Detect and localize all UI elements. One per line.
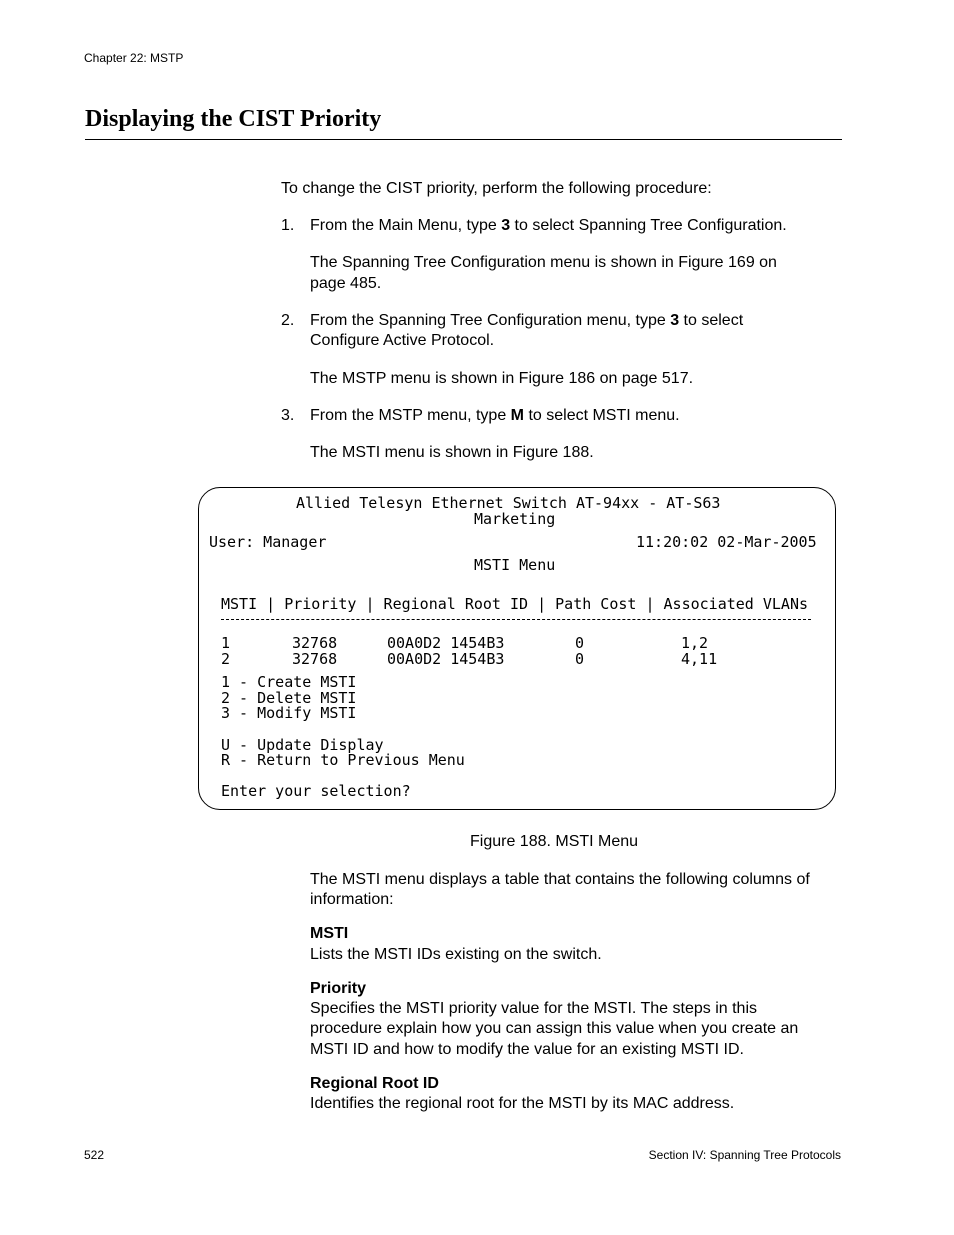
- running-header: Chapter 22: MSTP: [84, 51, 184, 65]
- row-path-cost: 0: [575, 634, 585, 652]
- title-rule: [85, 139, 842, 140]
- intro-text: To change the CIST priority, perform the following procedure:: [281, 180, 712, 197]
- row-root-id: 00A0D2 1454B3: [387, 650, 505, 668]
- terminal-location: Marketing: [474, 510, 556, 528]
- step-text-after: to select: [679, 312, 744, 329]
- row-vlans: 1,2: [681, 634, 709, 652]
- page-number: 522: [84, 1148, 105, 1162]
- description-line-1: The MSTI menu displays a table that contains the following columns of: [310, 871, 810, 888]
- term-description: Identifies the regional root for the MSTI by its MAC address.: [310, 1095, 735, 1112]
- term-heading: Priority: [310, 980, 367, 997]
- step-number: 1.: [281, 217, 295, 234]
- step-1: [281, 216, 841, 236]
- step-2: [281, 311, 841, 353]
- term-description: Specifies the MSTI priority value for the MSTI. The steps in this: [310, 1000, 757, 1017]
- step-1-note-line-1: The Spanning Tree Configuration menu is shown in Figure 169 on: [310, 254, 777, 271]
- terminal-option-return[interactable]: R - Return to Previous Menu: [221, 751, 465, 769]
- step-text-before: From the MSTP menu, type: [310, 407, 511, 424]
- step-key: 3: [670, 312, 680, 329]
- step-text-before: From the Main Menu, type: [310, 217, 502, 234]
- step-3-note: The MSTI menu is shown in Figure 188.: [310, 444, 594, 461]
- section-title: Displaying the CIST Priority: [85, 106, 382, 132]
- row-vlans: 4,11: [681, 650, 718, 668]
- row-msti: 1: [221, 634, 231, 652]
- footer-section: Section IV: Spanning Tree Protocols: [648, 1148, 841, 1162]
- term-description: Lists the MSTI IDs existing on the switch.: [310, 946, 602, 963]
- step-2-note: The MSTP menu is shown in Figure 186 on page 517.: [310, 370, 694, 387]
- step-key: M: [510, 407, 524, 424]
- terminal-option-modify[interactable]: 3 - Modify MSTI: [221, 704, 357, 722]
- terminal-table-header: MSTI | Priority | Regional Root ID | Path Cost | Associated VLANs: [221, 595, 808, 613]
- figure-caption: Figure 188. MSTI Menu: [470, 833, 639, 850]
- step-key: 3: [501, 217, 511, 234]
- step-text: [310, 406, 680, 426]
- terminal-option-create[interactable]: 1 - Create MSTI: [221, 673, 357, 691]
- step-number: 2.: [281, 312, 295, 329]
- step-text: [310, 311, 743, 331]
- terminal-user: User: Manager: [209, 533, 327, 551]
- step-1-note-line-2: page 485.: [310, 275, 382, 292]
- terminal-prompt[interactable]: Enter your selection?: [221, 782, 411, 800]
- row-priority: 32768: [292, 634, 338, 652]
- term-description: procedure explain how you can assign this value when you create an: [310, 1020, 799, 1037]
- terminal-table-separator: [221, 619, 811, 620]
- description-line-2: information:: [310, 891, 394, 908]
- step-text-after: to select Spanning Tree Configuration.: [510, 217, 787, 234]
- step-text-after: to select MSTI menu.: [524, 407, 680, 424]
- terminal-option-delete[interactable]: 2 - Delete MSTI: [221, 689, 357, 707]
- row-msti: 2: [221, 650, 231, 668]
- term-heading: MSTI: [310, 925, 349, 942]
- terminal-menu-title: MSTI Menu: [474, 556, 556, 574]
- terminal-datetime: 11:20:02 02-Mar-2005: [636, 533, 817, 551]
- terminal-banner: Allied Telesyn Ethernet Switch AT-94xx - AT-S63: [296, 494, 721, 512]
- row-priority: 32768: [292, 650, 338, 668]
- term-heading: Regional Root ID: [310, 1075, 439, 1092]
- row-path-cost: 0: [575, 650, 585, 668]
- step-number: 3.: [281, 407, 295, 424]
- step-text: [310, 216, 787, 236]
- step-text-before: From the Spanning Tree Configuration menu, type: [310, 312, 671, 329]
- row-root-id: 00A0D2 1454B3: [387, 634, 505, 652]
- terminal-option-update[interactable]: U - Update Display: [221, 736, 384, 754]
- term-description: MSTI ID and how to modify the value for an existing MSTI ID.: [310, 1041, 744, 1058]
- step-text-line-2: Configure Active Protocol.: [310, 332, 495, 349]
- step-3: [281, 406, 841, 426]
